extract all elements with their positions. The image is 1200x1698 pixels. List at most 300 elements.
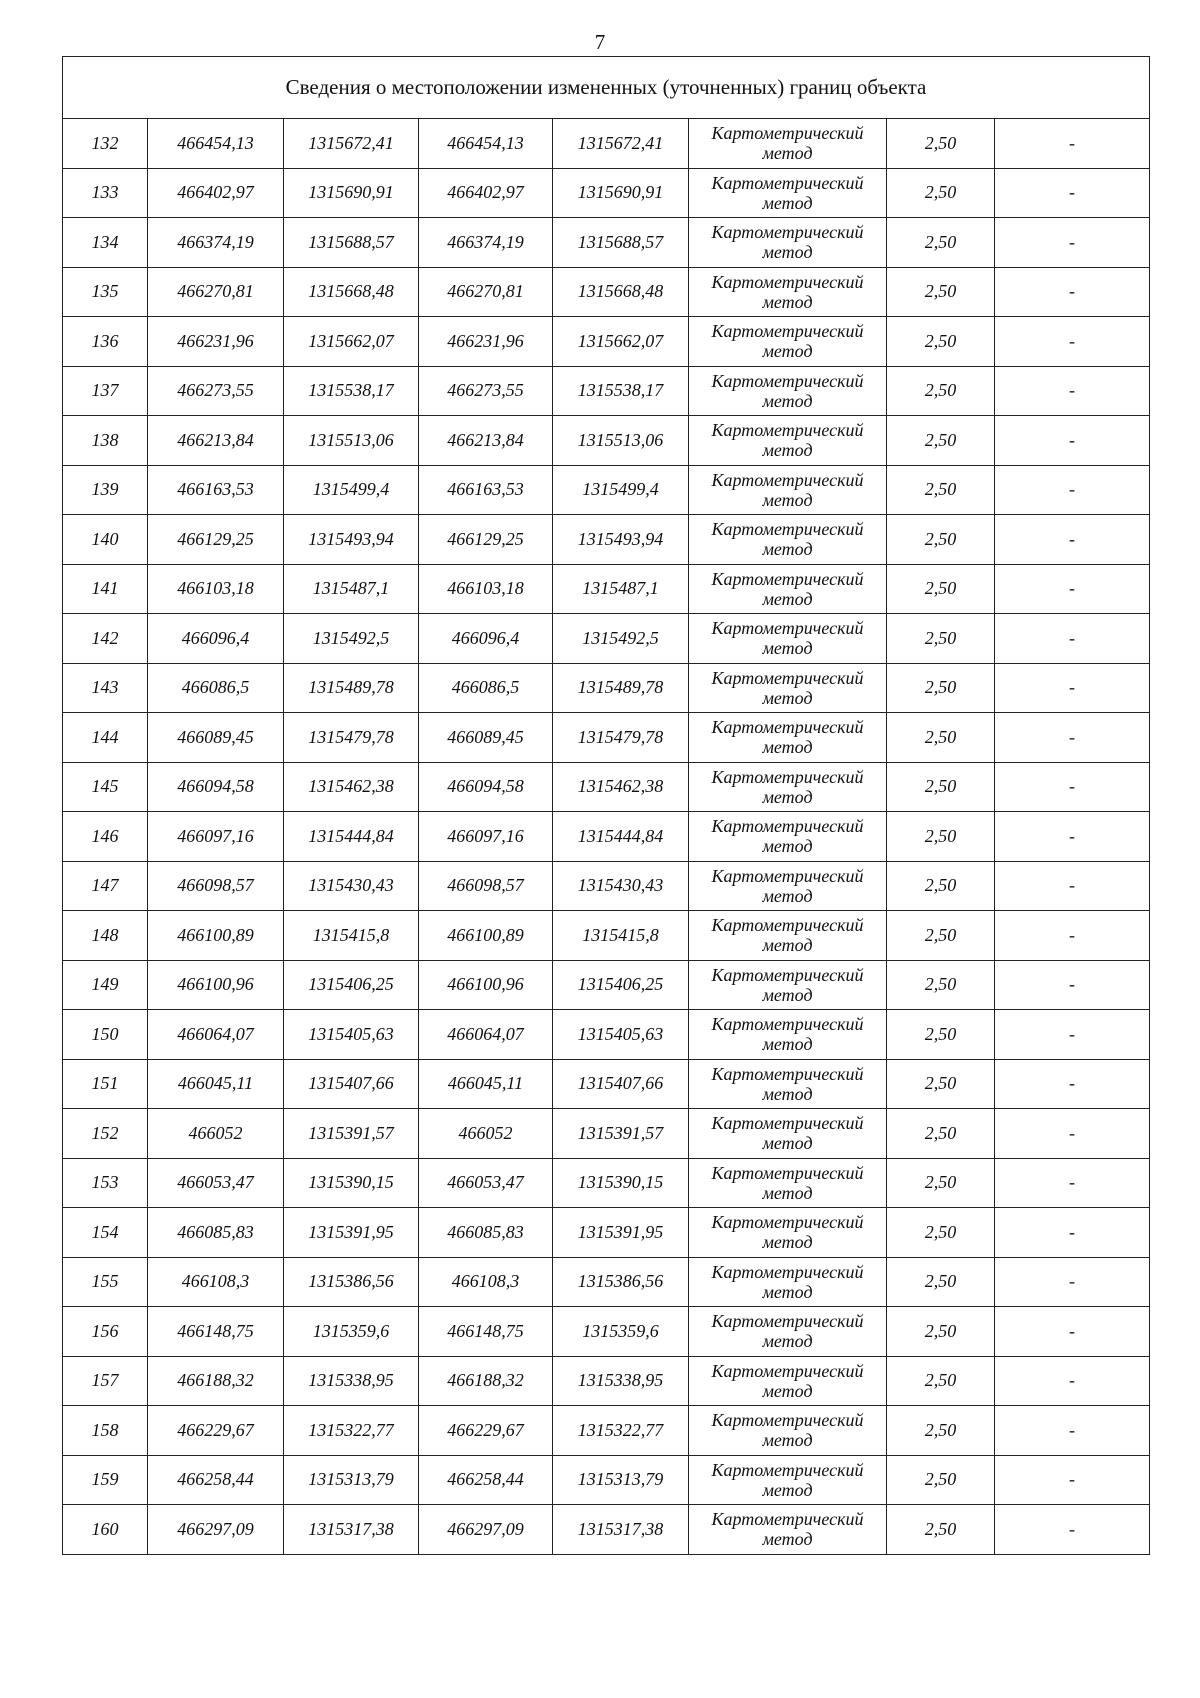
existing-x-cell: 466045,11: [148, 1059, 284, 1109]
table-row: [63, 1010, 1150, 1060]
method-line-2: метод: [762, 1281, 813, 1302]
method-line-2: метод: [762, 1034, 813, 1055]
note-cell: -: [995, 317, 1150, 367]
method-cell: [689, 515, 887, 565]
method-line-1: Картометрический: [711, 964, 864, 985]
table-row: [63, 168, 1150, 218]
new-x-cell: 466100,89: [419, 911, 553, 961]
new-y-cell: 1315444,84: [553, 812, 689, 862]
note-cell: -: [995, 762, 1150, 812]
existing-y-cell: 1315492,5: [284, 614, 419, 664]
existing-x-cell: 466052: [148, 1109, 284, 1159]
method-line-2: метод: [762, 588, 813, 609]
method-line-2: метод: [762, 737, 813, 758]
new-y-cell: 1315489,78: [553, 663, 689, 713]
table-row: [63, 1208, 1150, 1258]
table-row: [63, 1505, 1150, 1555]
note-cell: -: [995, 416, 1150, 466]
table-row: [63, 416, 1150, 466]
new-y-cell: 1315462,38: [553, 762, 689, 812]
table-row: [63, 861, 1150, 911]
accuracy-cell: 2,50: [887, 861, 995, 911]
existing-x-cell: 466229,67: [148, 1406, 284, 1456]
new-y-cell: 1315492,5: [553, 614, 689, 664]
method-cell: [689, 663, 887, 713]
method-line-2: метод: [762, 1133, 813, 1154]
note-cell: -: [995, 861, 1150, 911]
new-y-cell: 1315338,95: [553, 1356, 689, 1406]
method-cell: [689, 1356, 887, 1406]
method-line-1: Картометрический: [711, 766, 864, 787]
accuracy-cell: 2,50: [887, 1455, 995, 1505]
existing-y-cell: 1315390,15: [284, 1158, 419, 1208]
new-y-cell: 1315390,15: [553, 1158, 689, 1208]
note-cell: -: [995, 168, 1150, 218]
existing-x-cell: 466231,96: [148, 317, 284, 367]
table-row: [63, 465, 1150, 515]
accuracy-cell: 2,50: [887, 1059, 995, 1109]
point-number-cell: 144: [63, 713, 148, 763]
point-number-cell: 149: [63, 960, 148, 1010]
table-row: [63, 218, 1150, 268]
point-number-cell: 136: [63, 317, 148, 367]
method-cell: [689, 416, 887, 466]
new-x-cell: 466273,55: [419, 366, 553, 416]
table-row: [63, 762, 1150, 812]
accuracy-cell: 2,50: [887, 812, 995, 862]
existing-x-cell: 466273,55: [148, 366, 284, 416]
method-line-1: Картометрический: [711, 1509, 864, 1530]
note-cell: -: [995, 515, 1150, 565]
point-number-cell: 146: [63, 812, 148, 862]
method-line-1: Картометрический: [711, 865, 864, 886]
new-x-cell: 466052: [419, 1109, 553, 1159]
note-cell: -: [995, 1059, 1150, 1109]
new-x-cell: 466229,67: [419, 1406, 553, 1456]
method-line-2: метод: [762, 489, 813, 510]
method-cell: [689, 1455, 887, 1505]
new-x-cell: 466086,5: [419, 663, 553, 713]
method-line-1: Картометрический: [711, 618, 864, 639]
point-number-cell: 151: [63, 1059, 148, 1109]
existing-x-cell: 466103,18: [148, 564, 284, 614]
table-row: [63, 515, 1150, 565]
new-y-cell: 1315322,77: [553, 1406, 689, 1456]
method-cell: [689, 1158, 887, 1208]
point-number-cell: 148: [63, 911, 148, 961]
existing-x-cell: 466297,09: [148, 1505, 284, 1555]
note-cell: -: [995, 1406, 1150, 1456]
method-cell: [689, 564, 887, 614]
accuracy-cell: 2,50: [887, 1158, 995, 1208]
note-cell: -: [995, 663, 1150, 713]
existing-y-cell: 1315317,38: [284, 1505, 419, 1555]
note-cell: -: [995, 1257, 1150, 1307]
table-row: [63, 267, 1150, 317]
method-line-2: метод: [762, 687, 813, 708]
new-y-cell: 1315415,8: [553, 911, 689, 961]
method-cell: [689, 614, 887, 664]
method-line-1: Картометрический: [711, 568, 864, 589]
existing-x-cell: 466163,53: [148, 465, 284, 515]
table-row: [63, 119, 1150, 169]
new-x-cell: 466297,09: [419, 1505, 553, 1555]
method-cell: [689, 1208, 887, 1258]
new-y-cell: 1315499,4: [553, 465, 689, 515]
accuracy-cell: 2,50: [887, 515, 995, 565]
method-line-1: Картометрический: [711, 172, 864, 193]
coordinates-table: [62, 56, 1150, 1555]
existing-y-cell: 1315406,25: [284, 960, 419, 1010]
existing-x-cell: 466098,57: [148, 861, 284, 911]
method-cell: [689, 1307, 887, 1357]
method-line-1: Картометрический: [711, 1063, 864, 1084]
method-line-2: метод: [762, 1182, 813, 1203]
point-number-cell: 158: [63, 1406, 148, 1456]
existing-y-cell: 1315668,48: [284, 267, 419, 317]
point-number-cell: 159: [63, 1455, 148, 1505]
existing-y-cell: 1315487,1: [284, 564, 419, 614]
existing-y-cell: 1315672,41: [284, 119, 419, 169]
existing-x-cell: 466108,3: [148, 1257, 284, 1307]
existing-y-cell: 1315462,38: [284, 762, 419, 812]
method-line-2: метод: [762, 885, 813, 906]
new-x-cell: 466064,07: [419, 1010, 553, 1060]
point-number-cell: 150: [63, 1010, 148, 1060]
point-number-cell: 140: [63, 515, 148, 565]
existing-x-cell: 466094,58: [148, 762, 284, 812]
method-line-2: метод: [762, 1529, 813, 1550]
existing-x-cell: 466148,75: [148, 1307, 284, 1357]
method-line-1: Картометрический: [711, 816, 864, 837]
new-x-cell: 466053,47: [419, 1158, 553, 1208]
new-y-cell: 1315317,38: [553, 1505, 689, 1555]
point-number-cell: 145: [63, 762, 148, 812]
table-row: [63, 614, 1150, 664]
new-y-cell: 1315688,57: [553, 218, 689, 268]
new-y-cell: 1315538,17: [553, 366, 689, 416]
accuracy-cell: 2,50: [887, 119, 995, 169]
existing-y-cell: 1315493,94: [284, 515, 419, 565]
method-line-2: метод: [762, 390, 813, 411]
accuracy-cell: 2,50: [887, 911, 995, 961]
method-line-1: Картометрический: [711, 222, 864, 243]
existing-y-cell: 1315662,07: [284, 317, 419, 367]
point-number-cell: 132: [63, 119, 148, 169]
method-cell: [689, 168, 887, 218]
point-number-cell: 141: [63, 564, 148, 614]
new-y-cell: 1315407,66: [553, 1059, 689, 1109]
page-number: 7: [594, 30, 606, 54]
existing-x-cell: 466129,25: [148, 515, 284, 565]
point-number-cell: 143: [63, 663, 148, 713]
method-line-2: метод: [762, 1083, 813, 1104]
new-y-cell: 1315313,79: [553, 1455, 689, 1505]
accuracy-cell: 2,50: [887, 317, 995, 367]
method-cell: [689, 366, 887, 416]
note-cell: -: [995, 1158, 1150, 1208]
note-cell: -: [995, 713, 1150, 763]
accuracy-cell: 2,50: [887, 1406, 995, 1456]
new-x-cell: 466094,58: [419, 762, 553, 812]
method-line-2: метод: [762, 341, 813, 362]
existing-x-cell: 466213,84: [148, 416, 284, 466]
existing-x-cell: 466188,32: [148, 1356, 284, 1406]
method-cell: [689, 911, 887, 961]
method-line-2: метод: [762, 143, 813, 164]
accuracy-cell: 2,50: [887, 713, 995, 763]
new-x-cell: 466454,13: [419, 119, 553, 169]
note-cell: -: [995, 614, 1150, 664]
method-line-1: Картометрический: [711, 519, 864, 540]
method-line-1: Картометрический: [711, 370, 864, 391]
method-line-2: метод: [762, 1331, 813, 1352]
new-x-cell: 466374,19: [419, 218, 553, 268]
accuracy-cell: 2,50: [887, 218, 995, 268]
new-y-cell: 1315513,06: [553, 416, 689, 466]
new-x-cell: 466213,84: [419, 416, 553, 466]
existing-x-cell: 466096,4: [148, 614, 284, 664]
method-line-1: Картометрический: [711, 1410, 864, 1431]
method-cell: [689, 762, 887, 812]
table-row: [63, 1059, 1150, 1109]
point-number-cell: 153: [63, 1158, 148, 1208]
existing-x-cell: 466053,47: [148, 1158, 284, 1208]
existing-x-cell: 466086,5: [148, 663, 284, 713]
table-row: [63, 1158, 1150, 1208]
note-cell: -: [995, 218, 1150, 268]
new-x-cell: 466129,25: [419, 515, 553, 565]
table-row: [63, 366, 1150, 416]
new-y-cell: 1315487,1: [553, 564, 689, 614]
point-number-cell: 152: [63, 1109, 148, 1159]
existing-y-cell: 1315499,4: [284, 465, 419, 515]
accuracy-cell: 2,50: [887, 168, 995, 218]
new-x-cell: 466103,18: [419, 564, 553, 614]
new-x-cell: 466163,53: [419, 465, 553, 515]
note-cell: -: [995, 1208, 1150, 1258]
method-line-1: Картометрический: [711, 1212, 864, 1233]
method-line-2: метод: [762, 984, 813, 1005]
point-number-cell: 142: [63, 614, 148, 664]
accuracy-cell: 2,50: [887, 1208, 995, 1258]
point-number-cell: 134: [63, 218, 148, 268]
method-cell: [689, 1109, 887, 1159]
note-cell: -: [995, 1505, 1150, 1555]
new-x-cell: 466108,3: [419, 1257, 553, 1307]
new-x-cell: 466097,16: [419, 812, 553, 862]
existing-y-cell: 1315359,6: [284, 1307, 419, 1357]
accuracy-cell: 2,50: [887, 416, 995, 466]
existing-y-cell: 1315415,8: [284, 911, 419, 961]
method-line-1: Картометрический: [711, 1162, 864, 1183]
point-number-cell: 139: [63, 465, 148, 515]
method-line-1: Картометрический: [711, 1014, 864, 1035]
point-number-cell: 157: [63, 1356, 148, 1406]
method-line-1: Картометрический: [711, 667, 864, 688]
method-line-1: Картометрический: [711, 123, 864, 144]
method-line-1: Картометрический: [711, 420, 864, 441]
existing-x-cell: 466402,97: [148, 168, 284, 218]
existing-x-cell: 466064,07: [148, 1010, 284, 1060]
method-cell: [689, 1010, 887, 1060]
method-line-1: Картометрический: [711, 1360, 864, 1381]
table-row: [63, 564, 1150, 614]
table-row: [63, 812, 1150, 862]
accuracy-cell: 2,50: [887, 614, 995, 664]
new-y-cell: 1315430,43: [553, 861, 689, 911]
table-title: Сведения о местоположении измененных (уточненных) границ объекта: [63, 57, 1150, 119]
note-cell: -: [995, 1455, 1150, 1505]
existing-x-cell: 466097,16: [148, 812, 284, 862]
method-line-1: Картометрический: [711, 1261, 864, 1282]
accuracy-cell: 2,50: [887, 960, 995, 1010]
point-number-cell: 154: [63, 1208, 148, 1258]
method-line-1: Картометрический: [711, 717, 864, 738]
existing-y-cell: 1315391,95: [284, 1208, 419, 1258]
existing-x-cell: 466089,45: [148, 713, 284, 763]
existing-y-cell: 1315513,06: [284, 416, 419, 466]
note-cell: -: [995, 366, 1150, 416]
note-cell: -: [995, 1010, 1150, 1060]
accuracy-cell: 2,50: [887, 663, 995, 713]
accuracy-cell: 2,50: [887, 1356, 995, 1406]
accuracy-cell: 2,50: [887, 267, 995, 317]
new-x-cell: 466188,32: [419, 1356, 553, 1406]
existing-y-cell: 1315444,84: [284, 812, 419, 862]
note-cell: -: [995, 1109, 1150, 1159]
point-number-cell: 155: [63, 1257, 148, 1307]
new-y-cell: 1315672,41: [553, 119, 689, 169]
new-y-cell: 1315662,07: [553, 317, 689, 367]
note-cell: -: [995, 1307, 1150, 1357]
method-line-2: метод: [762, 935, 813, 956]
method-cell: [689, 1257, 887, 1307]
new-y-cell: 1315690,91: [553, 168, 689, 218]
method-cell: [689, 713, 887, 763]
method-cell: [689, 960, 887, 1010]
existing-x-cell: 466374,19: [148, 218, 284, 268]
method-line-2: метод: [762, 192, 813, 213]
accuracy-cell: 2,50: [887, 762, 995, 812]
accuracy-cell: 2,50: [887, 1257, 995, 1307]
table-row: [63, 1307, 1150, 1357]
method-line-1: Картометрический: [711, 271, 864, 292]
existing-y-cell: 1315322,77: [284, 1406, 419, 1456]
method-line-2: метод: [762, 291, 813, 312]
existing-x-cell: 466085,83: [148, 1208, 284, 1258]
existing-y-cell: 1315430,43: [284, 861, 419, 911]
point-number-cell: 147: [63, 861, 148, 911]
new-y-cell: 1315391,95: [553, 1208, 689, 1258]
existing-y-cell: 1315407,66: [284, 1059, 419, 1109]
existing-y-cell: 1315386,56: [284, 1257, 419, 1307]
note-cell: -: [995, 267, 1150, 317]
method-line-2: метод: [762, 539, 813, 560]
table-row: [63, 1109, 1150, 1159]
method-cell: [689, 1059, 887, 1109]
method-line-2: метод: [762, 1430, 813, 1451]
accuracy-cell: 2,50: [887, 1505, 995, 1555]
method-line-1: Картометрический: [711, 1459, 864, 1480]
existing-x-cell: 466100,96: [148, 960, 284, 1010]
method-cell: [689, 317, 887, 367]
new-x-cell: 466045,11: [419, 1059, 553, 1109]
existing-x-cell: 466270,81: [148, 267, 284, 317]
new-x-cell: 466089,45: [419, 713, 553, 763]
new-x-cell: 466231,96: [419, 317, 553, 367]
accuracy-cell: 2,50: [887, 1307, 995, 1357]
existing-y-cell: 1315690,91: [284, 168, 419, 218]
method-cell: [689, 267, 887, 317]
method-line-2: метод: [762, 1479, 813, 1500]
accuracy-cell: 2,50: [887, 465, 995, 515]
note-cell: -: [995, 1356, 1150, 1406]
new-y-cell: 1315493,94: [553, 515, 689, 565]
method-line-2: метод: [762, 1232, 813, 1253]
existing-y-cell: 1315479,78: [284, 713, 419, 763]
point-number-cell: 156: [63, 1307, 148, 1357]
new-y-cell: 1315668,48: [553, 267, 689, 317]
new-x-cell: 466096,4: [419, 614, 553, 664]
note-cell: -: [995, 911, 1150, 961]
table-title-row: [63, 57, 1150, 119]
new-y-cell: 1315386,56: [553, 1257, 689, 1307]
existing-x-cell: 466454,13: [148, 119, 284, 169]
point-number-cell: 137: [63, 366, 148, 416]
point-number-cell: 133: [63, 168, 148, 218]
new-x-cell: 466100,96: [419, 960, 553, 1010]
method-cell: [689, 861, 887, 911]
method-line-1: Картометрический: [711, 321, 864, 342]
note-cell: -: [995, 960, 1150, 1010]
existing-y-cell: 1315338,95: [284, 1356, 419, 1406]
new-x-cell: 466085,83: [419, 1208, 553, 1258]
new-x-cell: 466402,97: [419, 168, 553, 218]
method-line-1: Картометрический: [711, 469, 864, 490]
method-line-2: метод: [762, 836, 813, 857]
table-row: [63, 663, 1150, 713]
method-line-2: метод: [762, 440, 813, 461]
accuracy-cell: 2,50: [887, 564, 995, 614]
new-y-cell: 1315391,57: [553, 1109, 689, 1159]
method-cell: [689, 119, 887, 169]
existing-x-cell: 466258,44: [148, 1455, 284, 1505]
note-cell: -: [995, 812, 1150, 862]
new-y-cell: 1315479,78: [553, 713, 689, 763]
point-number-cell: 160: [63, 1505, 148, 1555]
new-x-cell: 466148,75: [419, 1307, 553, 1357]
method-line-2: метод: [762, 786, 813, 807]
method-cell: [689, 465, 887, 515]
note-cell: -: [995, 564, 1150, 614]
new-x-cell: 466258,44: [419, 1455, 553, 1505]
accuracy-cell: 2,50: [887, 1010, 995, 1060]
method-line-1: Картометрический: [711, 915, 864, 936]
existing-y-cell: 1315489,78: [284, 663, 419, 713]
new-y-cell: 1315359,6: [553, 1307, 689, 1357]
method-line-2: метод: [762, 242, 813, 263]
existing-x-cell: 466100,89: [148, 911, 284, 961]
method-line-2: метод: [762, 1380, 813, 1401]
method-cell: [689, 1406, 887, 1456]
existing-y-cell: 1315688,57: [284, 218, 419, 268]
table-row: [63, 1356, 1150, 1406]
method-line-2: метод: [762, 638, 813, 659]
table-row: [63, 713, 1150, 763]
new-y-cell: 1315406,25: [553, 960, 689, 1010]
accuracy-cell: 2,50: [887, 1109, 995, 1159]
